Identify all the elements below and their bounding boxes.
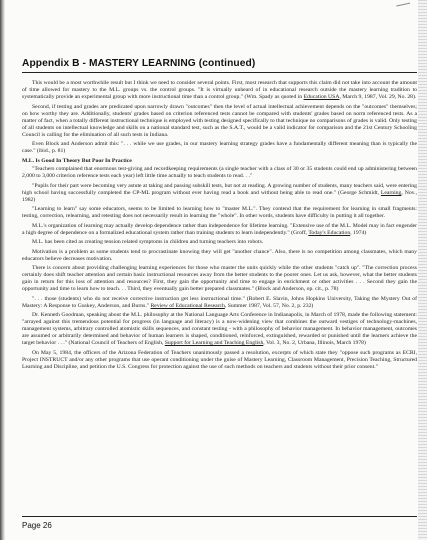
body-paragraph (22, 206, 417, 220)
body-paragraph (22, 239, 417, 246)
paragraph-text: , March 9, 1987, Vol. 29, No. 28). (339, 94, 417, 101)
page-title: Appendix B - MASTERY LEARNING (continued) (22, 58, 256, 69)
citation-title: Support for Learning and Teaching English (164, 340, 264, 347)
scan-right-edge (418, 0, 427, 540)
paragraph-text: , Nov., 1982) (22, 189, 417, 203)
paragraph-text: Even Block and Anderson admit this: ". . . while we use grades, in our mastery learning strategy grades have a fundamentally different meaning than is typically the case." (ibid., p. 81) (22, 141, 417, 155)
section-subheading (22, 158, 417, 165)
paragraph-text: , 1974) (350, 229, 367, 236)
paragraph-text: "Pupils for their part were becoming very astute at taking and passing subskill tests, but not at reading. A growing number of students, many teachers said, were entering high school having successfully completed the CP-ML program without ever having read a book and without being able to read one." (George Schmidt, (22, 182, 417, 196)
body-paragraph (22, 296, 417, 310)
paragraph-text: "Learning to learn" say some educators, seems to be limited to learning how to "master M.L.". They contend that the requirement for learning in small fragments: testing, correction, relearning, and retesting does not necessarily result in learning the "whole". In other words, students have difficulty in putting it all together. (22, 206, 417, 220)
body-paragraph (22, 141, 417, 155)
paragraph-text: ". . . those (students) who do not receive corrective instruction get less instructional time." (Robert E. Slavin, Johns Hopkins University, Taking the Mystery Out of Mastery: A Response to Guskey, Anderson, and Burns." (22, 295, 417, 309)
scan-mark (396, 3, 412, 15)
body-paragraph (22, 183, 417, 204)
paragraph-text: , Summer 1987, Vol. 57, No. 2, p. 232) (224, 302, 314, 309)
paragraph-text: Motivation is a problem as some students tend to procrastinate knowing they will get "another chance". Also, there is no competition among classmates, which many educators believe decreases motivation. (22, 248, 417, 262)
title-divider (22, 72, 417, 73)
body-paragraph (22, 104, 417, 139)
citation-title: Learning (380, 189, 402, 196)
body-paragraph (22, 223, 417, 237)
footer-divider (22, 516, 417, 517)
paragraph-text: M.L.'s organization of learning may actually develop dependence rather than independence for lifetime learning. "Extensive use of the M.L. Model may in fact engender a high degree of dependence on a formalized educational system rather than training students to learn independently." (Groff, (22, 222, 417, 236)
paragraph-text: "Teachers complained that enormous test-giving and recordkeeping requirements (a single teacher with a class of 30 or 35 students could end up administering between 2,000 to 3,000 criterion reference tests each year) left little time actually to teach students to read. . ." (22, 166, 417, 180)
paragraph-text: M.L. has been cited as creating tension related symptoms in children and turning teachers into robots. (32, 239, 264, 246)
scan-left-edge (0, 0, 5, 540)
document-body (22, 80, 417, 373)
body-paragraph (22, 80, 417, 101)
page-number: Page 26 (22, 521, 52, 530)
paragraph-text: This would be a most worthwhile result but I think we need to consider several points. First, most research that supports this claim did not take into account the amount of time allowed for mastery to the M.L. groups vs. the control groups. "It is virtually unheard of in educational research outside the mastery learning tradition to systematically provide an experimental group with more instructional time than a control group." (Wm. Spady as quoted in (22, 80, 417, 101)
paragraph-text: There is concern about providing challenging learning experiences for those who master the units quickly while the other students "catch up". "The correction process certainly does shift teacher attention and certain basic instructional resources away from the better students to the poorer ones. Let us ask, however, what the better students gain in return for this loss of attention and resources? First, they gain the opportunity and time to engage in enrichment or other activities . . . Second they gain the opportunity and time to learn how to teach. . . Third, they eventually gain better prepared classmates." (Block and Anderson, op. cit., p. 78) (22, 265, 417, 293)
body-paragraph (22, 312, 417, 347)
paragraph-text: M.L. Is Good In Theory But Poor In Practice (22, 158, 132, 165)
paragraph-text: Dr. Kenneth Goodman, speaking about the M.L. philosophy at the National Language Arts Conference in Indianapolis, in March of 1978, made the following statement: "arrayed against this tremendous potential for progress (in language and literacy) is a now-widening view that combines the outward vestiges of technology-machines, management systems, arbitrary controlled atomistic skills sequences, and constant testing - with a philosophy of behavior management. In behavior management, outcomes are assumed or arbitrarily determined and behavior of human learners is shaped, conditioned, reinforced, extinguished, rewarded or punished until the learners achieve the target behavior . . ." (National Council of Teachers of English, (22, 312, 417, 347)
paragraph-text: On May 5, 1984, the officers of the Arizona Federation of Teachers unanimously passed a resolution, excerpts of which state they "oppose such programs as ECRI, Project INSTRUCT and/or any other programs that use operant conditioning under the guise of Mastery Learning, Classroom Management, Precision Teaching, Structured Learning and Discipline, and petition the U.S. Congress for protection against the use of such methods on teachers and students without their prior consent." (22, 349, 417, 370)
paragraph-text: , Vol. 3, No. 2, Urbana, Illinois, March 1978) (263, 340, 366, 347)
body-paragraph (22, 265, 417, 293)
body-paragraph (22, 166, 417, 180)
paragraph-text: Second, if testing and grades are predicated upon narrowly drawn "outcomes" then the level of actual intellectual achievement depends on the "outcomes" themselves; on how worthy they are. Additionally, students' grades based on criterion referenced tests cannot be compared with students' grades based on norm referenced tests. As a matter of fact, when a totally different instructional technique is employed with testing designed specifically to that technique no comparisons of grades is valid. Only testing of all students on intellectual knowledge and skills on a national standard test, such as the S.A.T., would be a valid indicator for comparison and the 21st Century Schooling Council is calling for the elimination of all such tests in Indiana. (22, 103, 417, 138)
citation-title: Review of Educational Research (150, 302, 225, 309)
citation-title: Today's Education (308, 229, 351, 236)
body-paragraph (22, 350, 417, 371)
body-paragraph (22, 249, 417, 263)
citation-title: Education USA (303, 94, 340, 101)
